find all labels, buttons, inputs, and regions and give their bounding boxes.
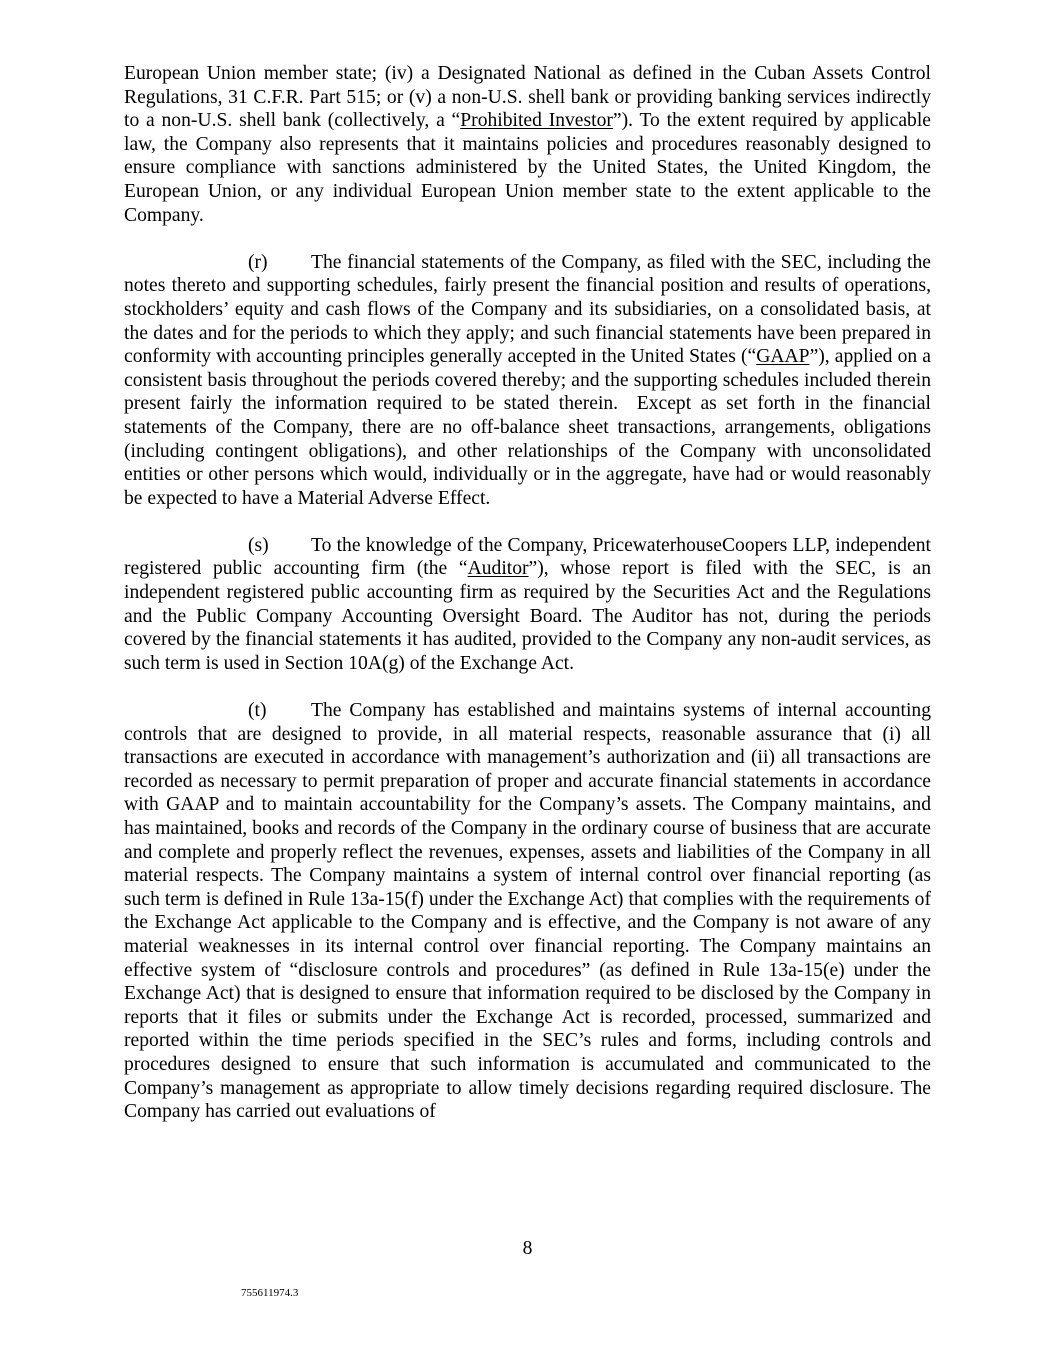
defined-term: GAAP [756, 346, 810, 368]
paragraph-letter: (r) [248, 251, 268, 273]
segment-text: The financial statements of the Company, as filed with the SEC, including the notes thereto and supporting schedules, fairly present the financial position and results of operations, stockholders’ equity and cash flows of the Company and its subsidiaries, on a consolidated basis, at the dates and for the periods to which they apply; and such financial statements have been prepared in conformity with accounting principles generally accepted in the United States (“ [124, 251, 931, 368]
paragraph-s [124, 534, 931, 676]
paragraph-r [124, 251, 931, 511]
paragraph-continuation [124, 62, 931, 227]
segment-text: ”). To the extent required by applicable law, the Company also represents that it maintains policies and procedures reasonably designed to ensure compliance with sanctions administered by the United States, the United Kingdom, the European Union, or any individual European Union member state to the extent applicable to the Company. [124, 110, 931, 226]
paragraph-letter: (t) [248, 700, 267, 722]
page-number: 8 [522, 1238, 533, 1259]
segment-text: European Union member state; (iv) a Designated National as defined in the Cuban Assets Control Regulations, 31 C.F.R. Part 515; or (v) a non-U.S. shell bank or providing banking services indirectly to a non-U.S. shell bank (collectively, a “ [124, 63, 931, 132]
segment-text: The Company has established and maintains systems of internal accounting controls that are designed to provide, in all material respects, reasonable assurance that (i) all transactions are executed in accordance with management’s authorization and (ii) all transactions are recorded as necessary to permit preparation of proper and accurate financial statements in accordance with GAAP and to maintain accountability for the Company’s assets. The Company maintains, and has maintained, books and records of the Company in the ordinary course of business that are accurate and complete and properly reflect the revenues, expenses, assets and liabilities of the Company in all material respects. The Company maintains a system of internal control over financial reporting (as such term is defined in Rule 13a-15(f) under the Exchange Act) that complies with the requirements of the Exchange Act applicable to the Company and is effective, and the Company is not aware of any material weaknesses in its internal control over financial reporting. The Company maintains an effective system of “disclosure controls and procedures” (as defined in Rule 13a-15(e) under the Exchange Act) that is designed to ensure that information required to be disclosed by the Company in reports that it files or submits under the Exchange Act is recorded, processed, summarized and reported within the time periods specified in the SEC’s rules and forms, including controls and procedures designed to ensure that such information is accumulated and communicated to the Company’s management as appropriate to allow timely decisions regarding required disclosure. The Company has carried out evaluations of [124, 700, 931, 1123]
document-body [124, 62, 931, 1124]
segment-text: To the knowledge of the Company, PricewaterhouseCoopers LLP, independent registered public accounting firm (the “ [124, 534, 931, 580]
defined-term: Auditor [467, 558, 529, 580]
paragraph-letter: (s) [248, 534, 269, 556]
segment-text: ”), whose report is filed with the SEC, is an independent registered public accounting firm as required by the Securities Act and the Regulations and the Public Company Accounting Oversight Board. The Auditor has not, during the periods covered by the financial statements it has audited, provided to the Company any non-audit services, as such term is used in Section 10A(g) of the Exchange Act. [124, 558, 931, 674]
segment-text: ”), applied on a consistent basis throughout the periods covered thereby; and the supporting schedules included therein present fairly the information required to be stated therein. Except as set forth in the financial statements of the Company, there are no off-balance sheet transactions, arrangements, obligations (including contingent obligations), and other relationships of the Company with unconsolidated entities or other persons which would, individually or in the aggregate, have had or would reasonably be expected to have a Material Adverse Effect. [124, 346, 932, 509]
defined-term: Prohibited Investor [460, 110, 613, 132]
document-id: 755611974.3 [241, 1287, 299, 1299]
paragraph-t [124, 699, 931, 1124]
